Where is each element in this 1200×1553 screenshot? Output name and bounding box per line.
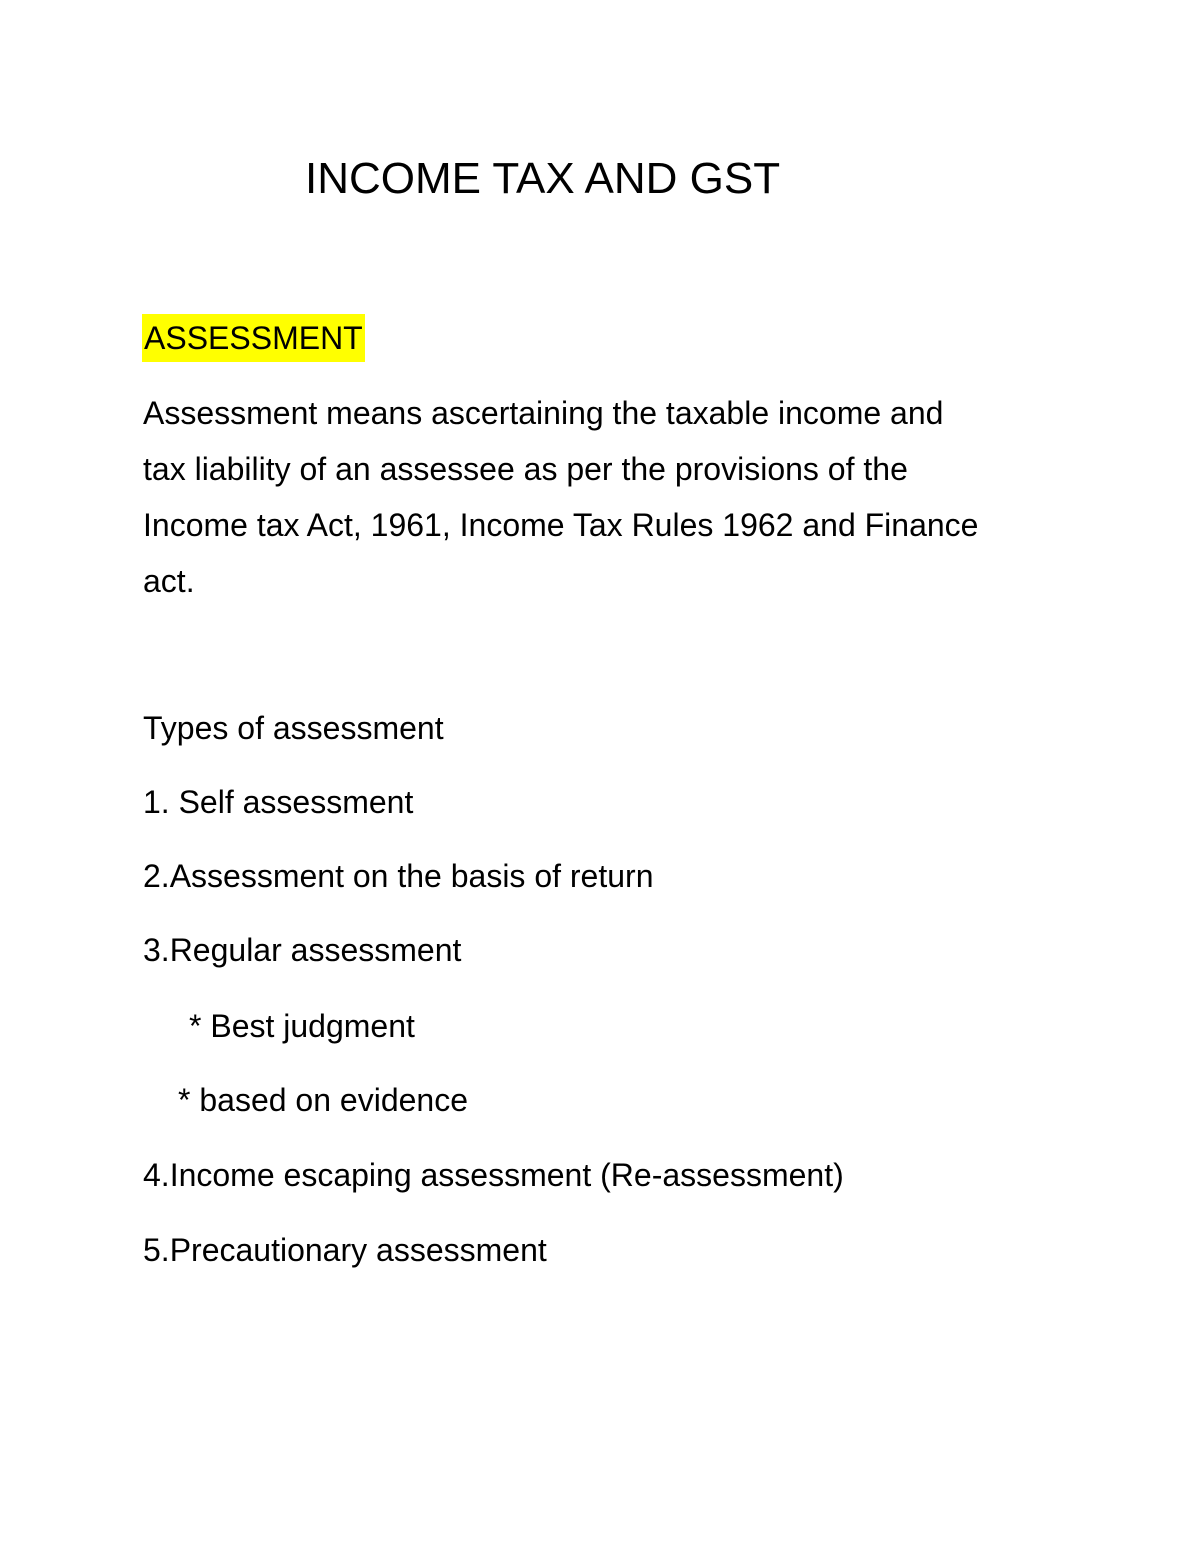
paragraph-line: Income tax Act, 1961, Income Tax Rules 1962 and Finance xyxy=(143,507,979,543)
list-item-precautionary: 5.Precautionary assessment xyxy=(143,1232,547,1268)
list-item-self-assessment: 1. Self assessment xyxy=(143,784,414,820)
paragraph-line: Assessment means ascertaining the taxable income and xyxy=(143,395,944,431)
list-item-assessment-on-return: 2.Assessment on the basis of return xyxy=(143,858,654,894)
paragraph-line: act. xyxy=(143,563,195,599)
document-title: INCOME TAX AND GST xyxy=(305,154,781,203)
types-heading: Types of assessment xyxy=(143,710,444,746)
definition-paragraph xyxy=(143,385,1103,609)
paragraph-line: tax liability of an assessee as per the provisions of the xyxy=(143,451,908,487)
sub-item-based-on-evidence: * based on evidence xyxy=(178,1082,468,1118)
list-item-regular-assessment: 3.Regular assessment xyxy=(143,932,462,968)
list-item-income-escaping: 4.Income escaping assessment (Re-assessment) xyxy=(143,1157,844,1193)
section-heading-highlighted: ASSESSMENT xyxy=(142,314,365,362)
sub-item-best-judgment: * Best judgment xyxy=(189,1008,415,1044)
